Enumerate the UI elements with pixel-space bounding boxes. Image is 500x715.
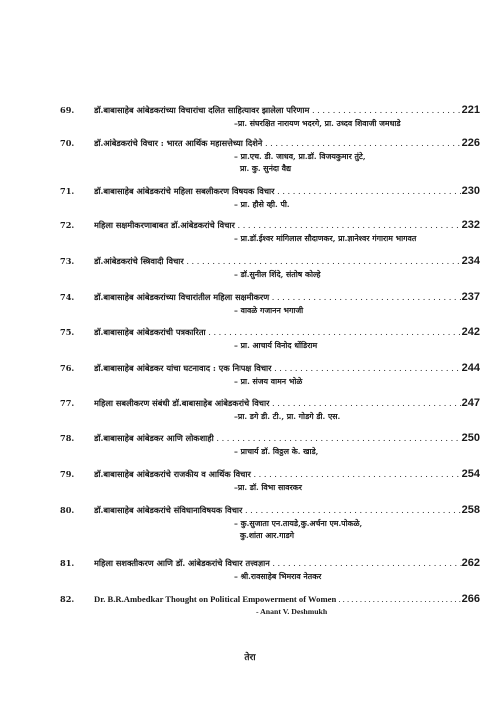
entry-author: – प्रा.एच. डी. जाधव, प्रा.डॉ. विजयकुमार तुंटे, bbox=[234, 152, 366, 161]
entry-title: डॉ.बाबासाहेब आंबेडकर यांचा घटनावाद : एक निःपक्ष विचार . . . bbox=[94, 361, 462, 376]
entry-page-number: 221 bbox=[461, 104, 480, 116]
toc-entry-row bbox=[60, 184, 480, 199]
toc-entry-row bbox=[60, 254, 480, 269]
page-footer-number: तेरा bbox=[244, 653, 256, 663]
toc-entry bbox=[60, 503, 480, 542]
entry-page-number: 242 bbox=[461, 326, 480, 338]
entry-title: महिला सशक्तीकरण आणि डॉ. आंबेडकरांचे विचार तत्त्वज्ञान . . . bbox=[94, 556, 462, 571]
entry-page-number: 230 bbox=[461, 185, 480, 197]
entry-page-number: 247 bbox=[461, 397, 480, 409]
entry-number: 79. bbox=[60, 469, 75, 479]
toc-entry bbox=[60, 218, 480, 245]
toc-entry bbox=[60, 592, 480, 616]
toc-entry bbox=[60, 290, 480, 317]
entry-page-number: 258 bbox=[461, 504, 480, 516]
entry-number: 81. bbox=[60, 558, 75, 568]
toc-entry-row bbox=[60, 396, 480, 411]
entry-number: 75. bbox=[60, 327, 75, 337]
entry-number: 72. bbox=[60, 220, 75, 230]
entry-title: डॉ.आंबेडकरांचे विचार : भारत आर्थिक महासत्तेच्या दिशेने . . . bbox=[94, 136, 462, 151]
entry-number: 70. bbox=[60, 138, 75, 148]
entry-title: डॉ.बाबासाहेब आंबेडकर आणि लोकशाही . . . bbox=[94, 431, 462, 446]
entry-author: – प्रा.डॉ.ईश्वर मांगिलाल सौदाणकर, प्रा.ज्ञानेश्वर गंगाराम भागवत bbox=[234, 234, 417, 243]
entry-number: 80. bbox=[60, 505, 75, 515]
toc-entry bbox=[60, 431, 480, 458]
entry-title: डॉ.बाबासाहेब आंबेडकरांच्या विचारांचा दलित साहित्यावर झालेला परिणाम . . . bbox=[94, 103, 462, 118]
entry-number: 76. bbox=[60, 363, 75, 373]
entry-page-number: 234 bbox=[461, 255, 480, 267]
entry-author: –प्रा. डॉ. विभा सावरकर bbox=[234, 483, 302, 492]
entry-title: डॉ.बाबासाहेब आंबेडकरांची पत्रकारिता . . . bbox=[94, 325, 462, 340]
entry-title: Dr. B.R.Ambedkar Thought on Political Empowerment of Women . . . bbox=[94, 592, 462, 607]
entry-number: 77. bbox=[60, 398, 75, 408]
entry-number: 69. bbox=[60, 105, 75, 115]
toc-entry-row bbox=[60, 103, 480, 118]
toc-entry bbox=[60, 556, 480, 583]
entry-author: – प्रा. संजय वामन भोळे bbox=[234, 377, 303, 386]
toc-entry bbox=[60, 361, 480, 388]
entry-author: – कु.सुजाता एन.तायडे,कु.अर्चना एम.पोकळे, bbox=[234, 519, 363, 528]
entry-page-number: 266 bbox=[461, 593, 480, 605]
toc-entry-row bbox=[60, 325, 480, 340]
entry-title: महिला सबलीकरण संबंधी डॉ.बाबासाहेब आंबेडकरांचे विचार . . . bbox=[94, 396, 462, 411]
toc-entry-row bbox=[60, 556, 480, 571]
toc-entry-row bbox=[60, 218, 480, 233]
entry-number: 73. bbox=[60, 256, 75, 266]
entry-page-number: 250 bbox=[461, 432, 480, 444]
entry-title: डॉ.बाबासाहेब आंबेडकरांचे राजकीय व आर्थिक विचार . . . bbox=[94, 467, 462, 482]
entry-author: – प्राचार्य डॉ. विठ्ठल के. खाडे, bbox=[234, 447, 319, 456]
toc-entry bbox=[60, 184, 480, 211]
entry-author: कु.शांता आर.गाडगे bbox=[240, 531, 295, 540]
toc-entry-row bbox=[60, 592, 480, 607]
entry-author: – प्रा. आचार्य विनोद धोंडिराम bbox=[234, 341, 318, 350]
entry-author: – वावळे गजानन भगाजी bbox=[234, 306, 304, 315]
entry-title: डॉ.बाबासाहेब आंबेडकरांचे महिला सबलीकरण विषयक विचार . . . bbox=[94, 184, 462, 199]
entry-page-number: 244 bbox=[461, 362, 480, 374]
toc-entry-row bbox=[60, 361, 480, 376]
toc-entry bbox=[60, 103, 480, 130]
entry-author: – प्रा. हौसे व्ही. पी. bbox=[234, 200, 290, 209]
entry-author: - Anant V. Deshmukh bbox=[256, 607, 328, 616]
toc-entry bbox=[60, 254, 480, 281]
entry-title: डॉ.आंबेडकरांचे स्त्रिवादी विचार . . . bbox=[94, 254, 462, 269]
entry-author: –प्रा. डगे डी. टी., प्रा. गोडगे डी. एस. bbox=[234, 412, 341, 421]
entry-page-number: 237 bbox=[461, 291, 480, 303]
toc-entry bbox=[60, 467, 480, 494]
entry-title: डॉ.बाबासाहेब आंबेडकरांचे संविधानाविषयक विचार . . . bbox=[94, 503, 462, 518]
entry-author: –प्रा. संघरक्षित नारायण भदरगे, प्रा. उध्दव शिवाजी जमधाडे bbox=[234, 119, 401, 128]
toc-entry-row bbox=[60, 136, 480, 151]
entry-author: प्रा. कु. सुनंदा वैद्य bbox=[240, 164, 292, 173]
toc-entry bbox=[60, 136, 480, 175]
entry-author: – श्री.रावसाहेब भिमराव नेतकर bbox=[234, 572, 322, 581]
entry-title: महिला सक्षमीकरणाबाबत डॉ.आंबेडकरांचे विचार . . . bbox=[94, 218, 462, 233]
entry-page-number: 232 bbox=[461, 219, 480, 231]
entry-page-number: 254 bbox=[461, 468, 480, 480]
toc-entry-row bbox=[60, 431, 480, 446]
toc-entry-row bbox=[60, 503, 480, 518]
toc-entry-row bbox=[60, 467, 480, 482]
entry-author: – डॉ.सुनील शिंदे, संतोष कोल्हे bbox=[234, 270, 321, 279]
entry-page-number: 262 bbox=[461, 557, 480, 569]
entry-number: 71. bbox=[60, 186, 75, 196]
entry-number: 74. bbox=[60, 292, 75, 302]
entry-number: 82. bbox=[60, 594, 75, 604]
entry-title: डॉ.बाबासाहेब आंबेडकरांच्या विचारांतील महिला सक्षमीकरण . . . bbox=[94, 290, 462, 305]
entry-page-number: 226 bbox=[461, 137, 480, 149]
entry-number: 78. bbox=[60, 433, 75, 443]
toc-entry bbox=[60, 396, 480, 423]
toc-entry-row bbox=[60, 290, 480, 305]
toc-entry bbox=[60, 325, 480, 352]
